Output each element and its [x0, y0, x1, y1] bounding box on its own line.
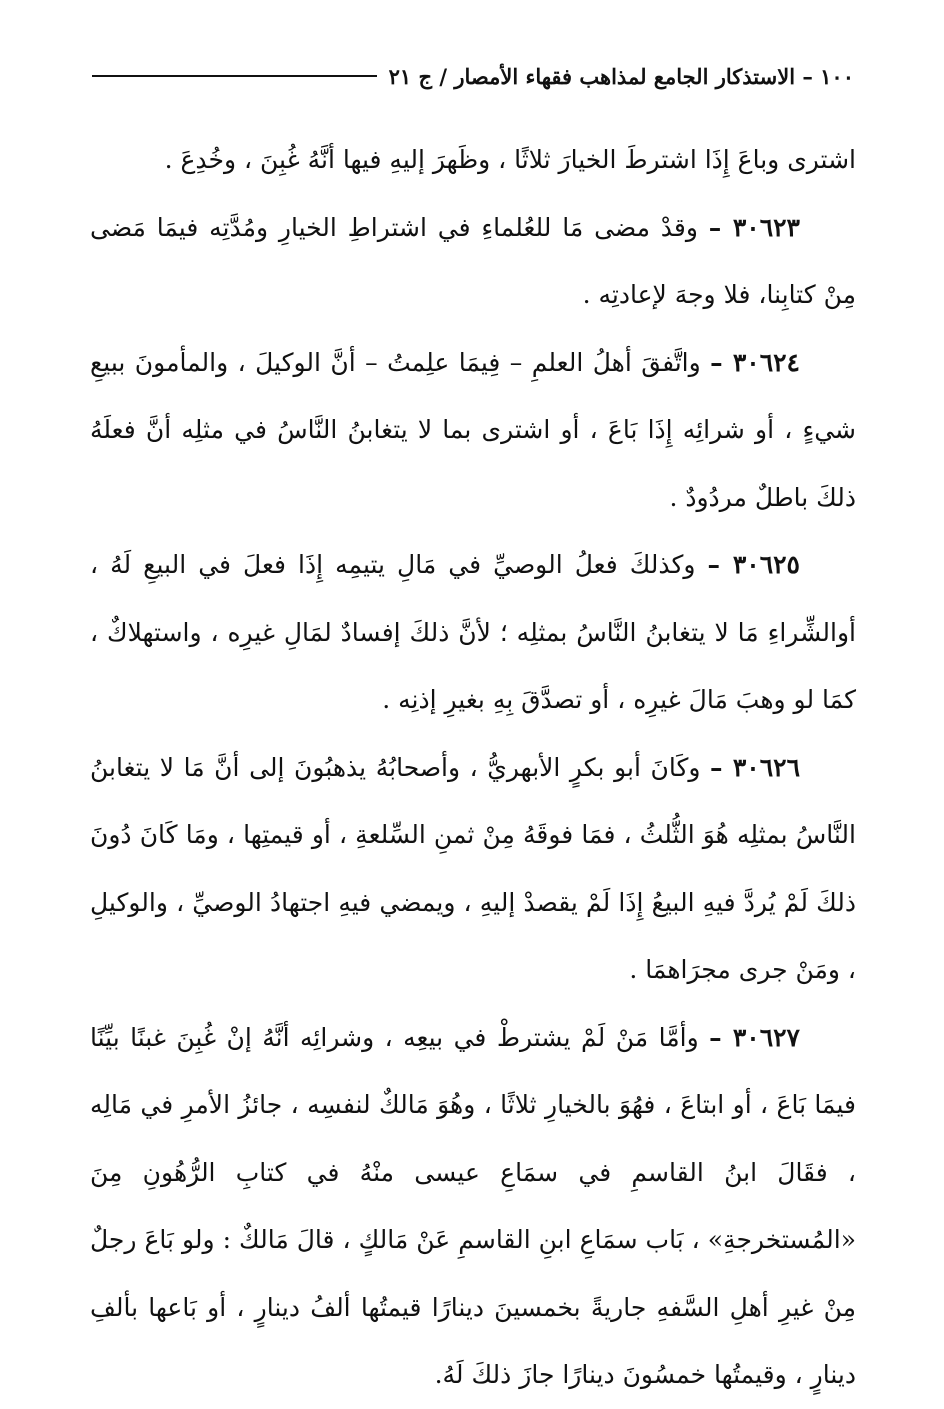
- paragraph-30623: [90, 194, 856, 329]
- paragraph-number: ٣٠٦٢٤ –: [710, 347, 800, 377]
- header-rule: [92, 75, 377, 77]
- paragraph-text: وكذلكَ فعلُ الوصيِّ في مَالِ يتيمِه إِذَا فعلَ في البيعِ لَهُ ، أوالشِّراءِ مَا لا يتغابنُ النَّاسُ بمثلِه ؛ لأنَّ ذلكَ إفسادٌ لمَالِ غيرِه ، واستهلاكٌ ، كمَا لو وهبَ مَالَ غيرِه ، أو تصدَّقَ بِهِ بغيرِ إذنِه .: [90, 550, 856, 714]
- paragraph-30626: [90, 734, 856, 1004]
- paragraph-number: ٣٠٦٢٣ –: [708, 212, 800, 242]
- paragraph-30627: [90, 1004, 856, 1409]
- paragraph-text: وأمَّا مَنْ لَمْ يشترطْ في بيعِه ، وشرائِه أنَّهُ إنْ غُبِنَ غبنًا بيِّنًا فيمَا بَاعَ ، أو ابتاعَ ، فهُوَ بالخيارِ ثلاثًا ، وهُوَ مَالكٌ لنفسِه ، جائزُ الأمرِ في مَالِه ، فقَالَ ابنُ القاسمِ في سمَاعِ عيسى منْهُ في كتابِ الرُّهُونِ مِنَ «المُستخرجةِ» ، بَاب سمَاعِ ابنِ القاسمِ عَنْ مَالكٍ ، قالَ مَالكٌ : ولو بَاعَ رجلٌ مِنْ غيرِ أهلِ السَّفهِ جاريةً بخمسينَ دينارًا قيمتُها ألفُ دينارٍ ، أو بَاعها بألفِ دينارٍ ، وقيمتُها خمسُونَ دينارًا جازَ ذلكَ لَهُ.: [90, 1022, 856, 1389]
- paragraph-text: وكَانَ أبو بكرٍ الأبهريُّ ، وأصحابُهُ يذهبُونَ إلى أنَّ مَا لا يتغابنُ النَّاسُ بمثلِه هُوَ الثُّلثُ ، فمَا فوقَهُ مِنْ ثمنِ السِّلعةِ ، أو قيمتِها ، ومَا كَانَ دُونَ ذلكَ لَمْ يُردَّ فيهِ البيعُ إِذَا لَمْ يقصدْ إليهِ ، ويمضي فيهِ اجتهادُ الوصيِّ ، والوكيلِ ، ومَنْ جرى مجرَاهمَا .: [90, 752, 856, 984]
- page-body: [90, 126, 856, 1409]
- running-header: [92, 58, 854, 94]
- paragraph-number: ٣٠٦٢٥ –: [707, 550, 800, 579]
- paragraph-30625: [90, 531, 856, 734]
- header-title: ١٠٠ – الاستذكار الجامع لمذاهب فقهاء الأمصار / ج ٢١: [388, 63, 854, 89]
- paragraph-30624: [90, 329, 856, 532]
- paragraph-text: اشترى وباعَ إِذَا اشترطَ الخيارَ ثلاثًا ، وظَهرَ إليهِ فيها أنَّهُ غُبِنَ ، وخُدِعَ .: [164, 145, 856, 174]
- paragraph-text: واتَّفقَ أهلُ العلمِ – فِيمَا علِمتُ – أنَّ الوكيلَ ، والمأمونَ ببيعِ شيءٍ ، أو شرائِه إِذَا بَاعَ ، أو اشترى بما لا يتغابنُ النَّاسُ في مثلِه أنَّ فعلَهُ ذلكَ باطلٌ مردُودٌ .: [90, 347, 856, 512]
- paragraph-number: ٣٠٦٢٧ –: [709, 1022, 800, 1052]
- paragraph-number: ٣٠٦٢٦ –: [710, 752, 800, 782]
- paragraph-continuation: [90, 126, 856, 194]
- paragraph-text: وقدْ مضى مَا للعُلماءِ في اشتراطِ الخيارِ ومُدَّتِه فيمَا مَضى مِنْ كتابِنا، فلا وجهَ لإعادتِه .: [90, 212, 856, 309]
